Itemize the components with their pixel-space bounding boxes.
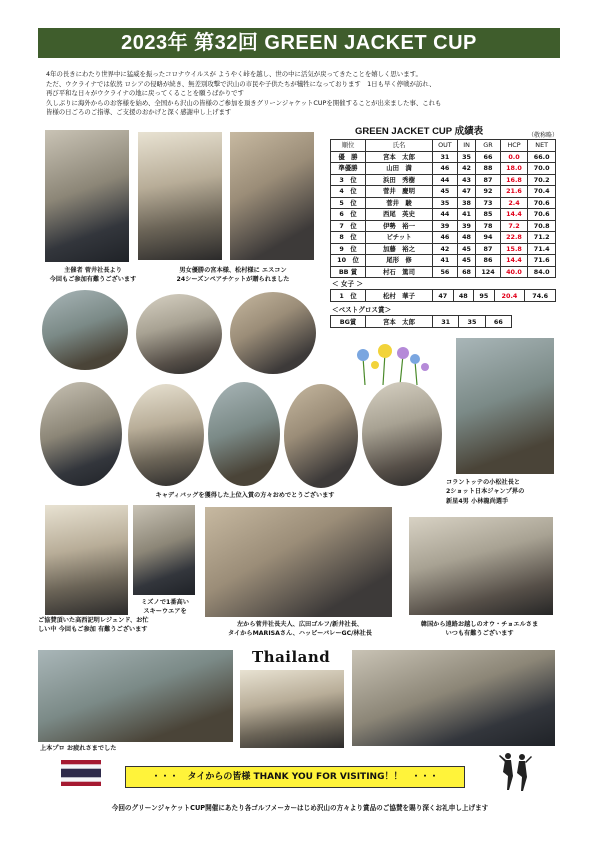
cell-gr: 95 (474, 290, 495, 302)
photo-oval-3 (230, 292, 316, 374)
cell-rank: 4 位 (331, 186, 366, 198)
caption-korea-guest: 韓国から遠路お越しのオウ・チョエルさま いつも有難うございます (420, 621, 539, 638)
caption-winners: 男女優勝の宮本様、松村様に エスコン 24シーズンペアチケットが贈られました (176, 267, 290, 284)
caption-mizuno: ミズノで1番高い スキーウエアを (141, 599, 189, 616)
cell-out: 45 (433, 186, 458, 198)
cell-rank: BB 賞 (331, 266, 366, 278)
cell-gr: 86 (476, 255, 500, 267)
table-row (331, 316, 512, 328)
cell-name: 菅井 駿 (366, 197, 433, 209)
table-row (331, 163, 556, 175)
cell-out: 46 (433, 232, 458, 244)
photo-oval-1 (42, 290, 128, 370)
cell-net: 70.8 (528, 220, 556, 232)
cell-gr: 88 (476, 163, 500, 175)
photo-group-four (205, 507, 392, 617)
cell-rank: 1 位 (331, 290, 366, 302)
cell-net: 70.0 (528, 163, 556, 175)
photo-korea-guest (409, 517, 553, 615)
cell-gr: 66 (485, 316, 511, 328)
cell-gr: 73 (476, 197, 500, 209)
photo-oval-4 (40, 382, 122, 486)
cell-in: 48 (453, 290, 474, 302)
women-table (330, 289, 556, 302)
cell-gr: 85 (476, 209, 500, 221)
thai-dancers-icon (497, 750, 533, 792)
cell-out: 35 (433, 197, 458, 209)
cell-name: ピチット (366, 232, 433, 244)
cell-name: 宮本 太郎 (366, 316, 433, 328)
cell-hcp: 14.4 (500, 255, 528, 267)
cell-gr: 92 (476, 186, 500, 198)
cell-in: 48 (457, 232, 476, 244)
intro-paragraph: 4年の長きにわたり世界中に猛威を振ったコロナウイルスが ようやく峠を越し、世の中に活気が戻ってきたことを嬉しく思います。 ただ、ウクライナでは依然 ロシアの侵略が続き、無差別攻撃で沢山の市民や子供たちが犠牲になっております 1日も早く停戦が訪れ、 再び平和な日々がウクライナの地に戻ってくることを願うばかりです 久しぶりに海外からのお客様を始め、全国から沢山の皆様のご参加を頂きグリーンジャケットCUPを開催することが出来ました事、これも 皆様の日ごろのご指導、ご支援のおかげと深く感謝申し上げます (46, 70, 442, 117)
cell-hcp: 20.4 (494, 290, 525, 302)
cell-hcp: 18.0 (500, 163, 528, 175)
header-rank: 順位 (331, 140, 366, 152)
cell-out: 56 (433, 266, 458, 278)
cell-gr: 87 (476, 174, 500, 186)
best-gross-section-label: ＜ベストグロス賞＞ (332, 306, 392, 314)
cell-gr: 94 (476, 232, 500, 244)
table-row (331, 255, 556, 267)
header-in: IN (457, 140, 476, 152)
cell-rank: 6 位 (331, 209, 366, 221)
cell-net: 70.6 (528, 209, 556, 221)
cell-in: 38 (457, 197, 476, 209)
cell-in: 43 (457, 174, 476, 186)
cell-net: 84.0 (528, 266, 556, 278)
cell-name: 加藤 裕之 (366, 243, 433, 255)
cell-name: 尾形 修 (366, 255, 433, 267)
results-unit-note: （敬称略） (528, 132, 559, 139)
table-row (331, 243, 556, 255)
photo-oval-7 (284, 384, 358, 488)
cell-rank: BG賞 (331, 316, 366, 328)
cell-hcp: 40.0 (500, 266, 528, 278)
cell-out: 39 (433, 220, 458, 232)
cell-rank: 7 位 (331, 220, 366, 232)
photo-legend-sponsor (45, 505, 128, 615)
cell-in: 39 (457, 220, 476, 232)
photo-oval-2 (136, 294, 222, 374)
cell-rank: 5 位 (331, 197, 366, 209)
cell-out: 41 (433, 255, 458, 267)
cell-out: 31 (433, 316, 459, 328)
thailand-label: Thailand (252, 648, 331, 666)
results-title: GREEN JACKET CUP 成績表 (355, 126, 484, 137)
cell-hcp: 15.8 (500, 243, 528, 255)
photo-thailand-party (352, 650, 555, 746)
cell-in: 68 (457, 266, 476, 278)
cell-name: 山田 満 (366, 163, 433, 175)
cell-rank: 3 位 (331, 174, 366, 186)
cell-gr: 87 (476, 243, 500, 255)
caption-caddie-bags: キャディバッグを獲得した上位入賞の方々おめでとうございます (155, 492, 335, 499)
cell-hcp: 7.2 (500, 220, 528, 232)
cell-gr: 124 (476, 266, 500, 278)
header-name: 氏名 (366, 140, 433, 152)
cell-hcp: 2.4 (500, 197, 528, 209)
cell-gr: 78 (476, 220, 500, 232)
results-header-row (331, 140, 556, 152)
caption-organizer: 主催者 菅井社長より 今回もご参加有難うございます (49, 267, 137, 284)
table-row (331, 266, 556, 278)
cell-out: 44 (433, 174, 458, 186)
best-gross-table (330, 315, 512, 328)
cell-in: 35 (457, 151, 476, 163)
cell-hcp: 14.4 (500, 209, 528, 221)
cell-rank: 8 位 (331, 232, 366, 244)
header-out: OUT (433, 140, 458, 152)
cell-net: 71.6 (528, 255, 556, 267)
photo-uemoto-pro (38, 650, 233, 742)
photo-oval-6 (208, 382, 280, 486)
caption-uemoto-pro: 上本プロ お疲れさまでした (40, 745, 117, 752)
cell-in: 41 (457, 209, 476, 221)
table-row (331, 186, 556, 198)
table-row (331, 232, 556, 244)
cell-in: 47 (457, 186, 476, 198)
header-net: NET (528, 140, 556, 152)
table-row (331, 220, 556, 232)
cell-name: 宮本 太郎 (366, 151, 433, 163)
cell-name: 松村 華子 (366, 290, 433, 302)
cell-in: 42 (457, 163, 476, 175)
cell-rank: 優 勝 (331, 151, 366, 163)
footer-thanks: 今回のグリーンジャケットCUP開催にあたり各ゴルフメーカーはじめ沢山の方々より賞品のご協賛を賜り深くお礼申し上げます (111, 804, 489, 812)
table-row (331, 197, 556, 209)
cell-rank: 10 位 (331, 255, 366, 267)
cell-rank: 準優勝 (331, 163, 366, 175)
cell-hcp: 16.8 (500, 174, 528, 186)
cell-net: 71.2 (528, 232, 556, 244)
cell-net: 66.0 (528, 151, 556, 163)
caption-group-four: 左から菅井社長夫人、広田ゴルフ/新井社長、 タイからMARISAさん、ハッピーバレーGC/林社長 (227, 621, 372, 638)
table-row (331, 151, 556, 163)
photo-female-winner (230, 132, 314, 260)
results-table (330, 139, 556, 278)
photo-mizuno-ski-wear (133, 505, 195, 595)
cell-out: 44 (433, 209, 458, 221)
cell-in: 45 (457, 255, 476, 267)
cell-net: 70.2 (528, 174, 556, 186)
cell-hcp: 21.6 (500, 186, 528, 198)
cell-net: 71.4 (528, 243, 556, 255)
photo-colantotte-two-shot (456, 338, 554, 474)
photo-organizer-speech (45, 130, 129, 262)
photo-oval-5 (128, 384, 204, 486)
cell-rank: 9 位 (331, 243, 366, 255)
cell-name: 伊勢 裕一 (366, 220, 433, 232)
table-row (331, 209, 556, 221)
header-gr: GR (476, 140, 500, 152)
cell-net: 70.4 (528, 186, 556, 198)
caption-colantotte: コラントッテの小松社長と 2ショット日本ジャンプ界の 新星4男 小林龍尚選手 (446, 479, 525, 505)
cell-out: 42 (433, 243, 458, 255)
table-row (331, 174, 556, 186)
thai-flag-icon (61, 760, 101, 786)
cell-net: 74.6 (525, 290, 556, 302)
cell-name: 菅井 慶明 (366, 186, 433, 198)
cell-out: 31 (433, 151, 458, 163)
cell-in: 45 (457, 243, 476, 255)
header-hcp: HCP (500, 140, 528, 152)
thank-you-banner: ・・・ タイからの皆様 THANK YOU FOR VISITING！！ ・・・ (125, 766, 465, 788)
photo-oval-8 (362, 382, 442, 486)
cell-net: 70.6 (528, 197, 556, 209)
cell-name: 浜田 秀樹 (366, 174, 433, 186)
cell-out: 47 (433, 290, 454, 302)
cell-name: 村石 篤司 (366, 266, 433, 278)
cell-out: 46 (433, 163, 458, 175)
caption-legend: ご協賛頂いた高西記明レジェンド、お忙 しい中 今回もご参加 有難うございます (38, 617, 149, 634)
cell-name: 西尾 英史 (366, 209, 433, 221)
women-section-label: ＜ 女子 ＞ (332, 280, 363, 288)
photo-male-winner (138, 132, 222, 260)
photo-thailand-guest (240, 670, 344, 748)
table-row (331, 290, 556, 302)
flowers-illustration (345, 335, 435, 385)
cell-gr: 66 (476, 151, 500, 163)
cell-hcp: 0.0 (500, 151, 528, 163)
page-title: 2023年 第32回 GREEN JACKET CUP (38, 28, 560, 58)
cell-in: 35 (459, 316, 485, 328)
cell-hcp: 22.8 (500, 232, 528, 244)
